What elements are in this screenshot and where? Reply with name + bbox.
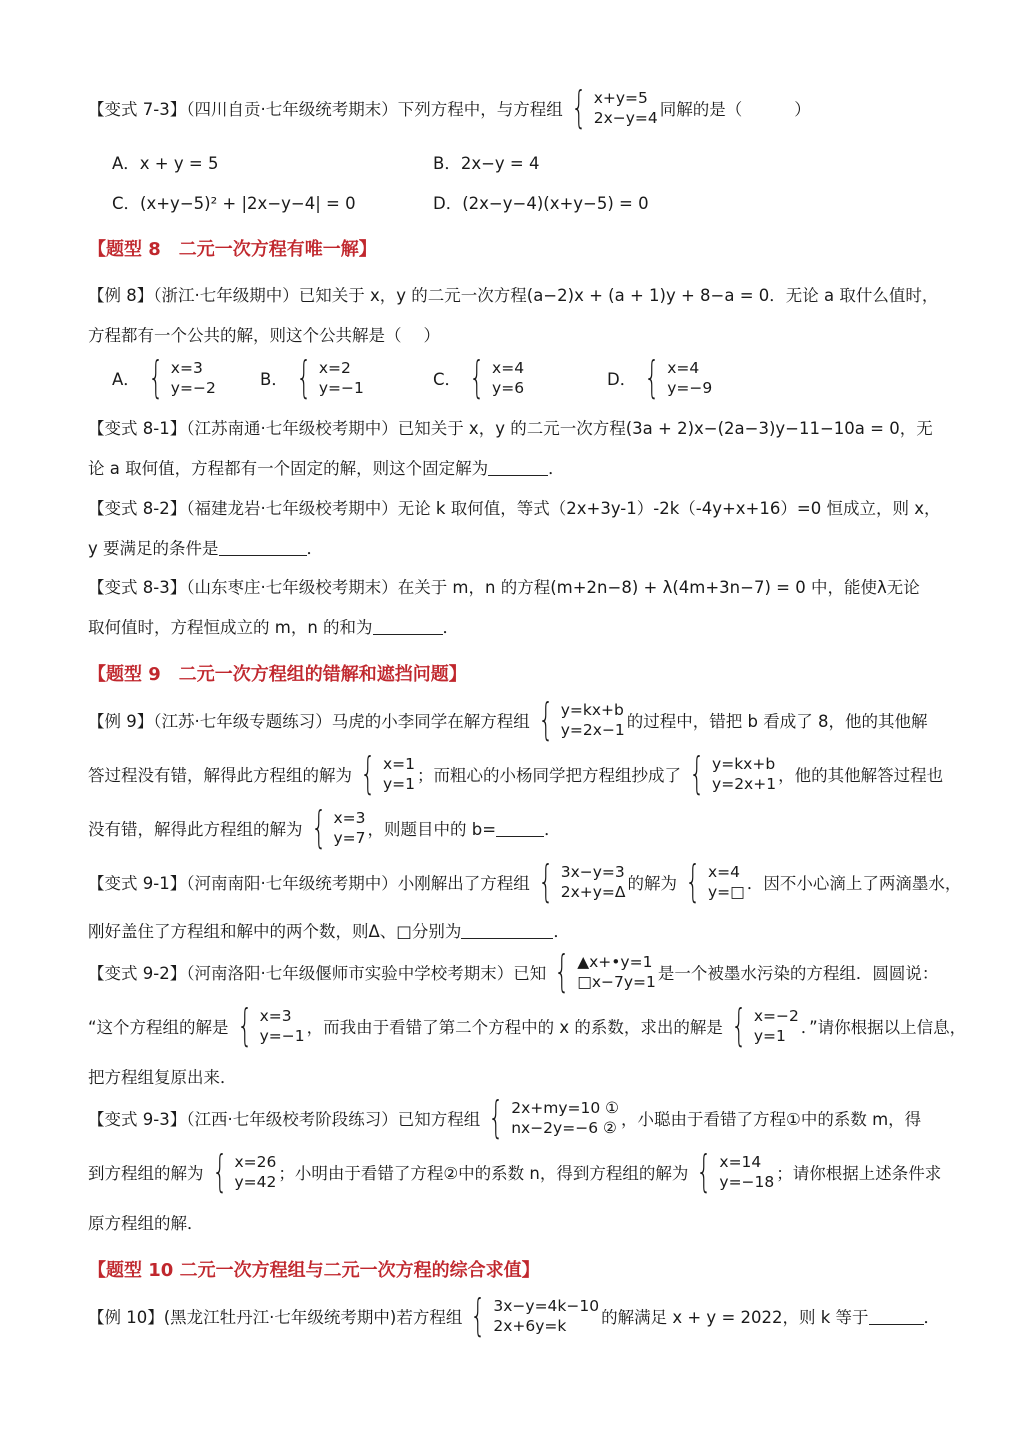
answer-blank[interactable]: [488, 459, 548, 476]
option-d: D．(2x−y−4)(x+y−5) = 0: [433, 194, 649, 213]
example-8-line-2: 方程都有一个公共的解，则这个公共解是（ ）: [88, 326, 440, 345]
variant-8-2-line-2: y 要满足的条件是 ．: [88, 539, 324, 558]
variant-8-2-line-1: 【变式 8-2】（福建龙岩·七年级校考期中）无论 k 取何值，等式（2x+3y-1）-2k（-4y+x+16）=0 恒成立，则 x，: [88, 499, 941, 518]
answer-blank[interactable]: [219, 539, 307, 556]
variant-9-1-line-2: 刚好盖住了方程组和解中的两个数，则Δ、□分别为 ．: [88, 922, 570, 941]
option-b: B．2x−y = 4: [433, 154, 540, 173]
option-c: C．(x+y−5)² + |2x−y−4| = 0: [112, 194, 356, 213]
variant-9-2-line-1: 【变式 9-2】（河南洛阳·七年级偃师市实验中学校考期末）已知 { ▲x+•y=1 □x−7y=1 是一个被墨水污染的方程组．圆圆说：: [88, 946, 939, 997]
answer-blank[interactable]: [373, 618, 443, 635]
example-8-line-1: 【例 8】（浙江·七年级期中）已知关于 x，y 的二元一次方程(a−2)x + (a + 1)y + 8−a = 0．无论 a 取什么值时，: [88, 286, 939, 305]
option-a: A．x + y = 5: [112, 154, 219, 173]
variant-7-3-stem: 【变式 7-3】（四川自贡·七年级统考期末）下列方程中，与方程组 { x+y=5 2x−y=4 同解的是（ ）: [88, 82, 811, 133]
variant-9-1-line-1: 【变式 9-1】（河南南阳·七年级统考期中）小刚解出了方程组 { 3x−y=3 2x+y=Δ 的解为 { x=4 y=□ ．因不小心滴上了两滴墨水，: [88, 856, 962, 907]
example-9-line-3: 没有错，解得此方程组的解为 { x=3 y=7 ，则题目中的 b= ．: [88, 802, 561, 853]
section-heading-10: 【题型 10 二元一次方程组与二元一次方程的综合求值】: [88, 1260, 540, 1281]
variant-9-2-line-3: 把方程组复原出来．: [88, 1068, 237, 1087]
variant-8-3-line-2: 取何值时，方程恒成立的 m，n 的和为 ．: [88, 618, 460, 637]
example-8-option-b: B． { x=2 y=−1: [260, 352, 364, 403]
section-heading-9: 【题型 9 二元一次方程组的错解和遮挡问题】: [88, 664, 467, 685]
variant-8-1-line-2: 论 a 取何值，方程都有一个固定的解，则这个固定解为 ．: [88, 459, 565, 478]
section-heading-8: 【题型 8 二元一次方程有唯一解】: [88, 239, 377, 260]
variant-9-3-line-1: 【变式 9-3】（江西·七年级校考阶段练习）已知方程组 { 2x+my=10 ① nx−2y=−6 ② ，小聪由于看错了方程①中的系数 m，得: [88, 1092, 922, 1143]
example-10-line-1: 【例 10】(黑龙江牡丹江·七年级统考期中)若方程组 { 3x−y=4k−10 2x+6y=k 的解满足 x + y = 2022，则 k 等于 ．: [88, 1290, 940, 1341]
variant-8-1-line-1: 【变式 8-1】（江苏南通·七年级校考期中）已知关于 x，y 的二元一次方程(3a + 2)x−(2a−3)y−11−10a = 0，无: [88, 419, 933, 438]
answer-blank[interactable]: [496, 820, 544, 837]
answer-blank[interactable]: [869, 1308, 924, 1325]
example-8-option-d: D． { x=4 y=−9: [607, 352, 713, 403]
equation-system: { x+y=5 2x−y=4: [571, 82, 658, 133]
example-8-option-a: A． { x=3 y=−2: [112, 352, 216, 403]
variant-9-3-line-3: 原方程组的解．: [88, 1214, 204, 1233]
variant-7-3-suffix: 同解的是（: [659, 100, 743, 119]
variant-9-3-line-2: 到方程组的解为 { x=26 y=42 ；小明由于看错了方程②中的系数 n，得到方程组的解为 { x=14 y=−18 ；请你根据上述条件求: [88, 1146, 942, 1197]
example-8-option-c: C． { x=4 y=6: [433, 352, 525, 403]
variant-7-3-prefix: 【变式 7-3】（四川自贡·七年级统考期末）下列方程中，与方程组: [88, 100, 563, 119]
example-9-line-1: 【例 9】（江苏·七年级专题练习）马虎的小李同学在解方程组 { y=kx+b y=2x−1 的过程中，错把 b 看成了 8，他的其他解: [88, 694, 928, 745]
answer-blank[interactable]: [461, 922, 553, 939]
example-9-line-2: 答过程没有错，解得此方程组的解为 { x=1 y=1 ；而粗心的小杨同学把方程组抄成了 { y=kx+b y=2x+1 ，他的其他解答过程也: [88, 748, 944, 799]
variant-8-3-line-1: 【变式 8-3】（山东枣庄·七年级校考期末）在关于 m，n 的方程(m+2n−8) + λ(4m+3n−7) = 0 中，能使λ无论: [88, 578, 920, 597]
variant-9-2-line-2: “这个方程组的解是 { x=3 y=−1 ，而我由于看错了第二个方程中的 x 的系数，求出的解是 { x=−2 y=1 ．”请你根据以上信息，: [88, 1000, 967, 1051]
